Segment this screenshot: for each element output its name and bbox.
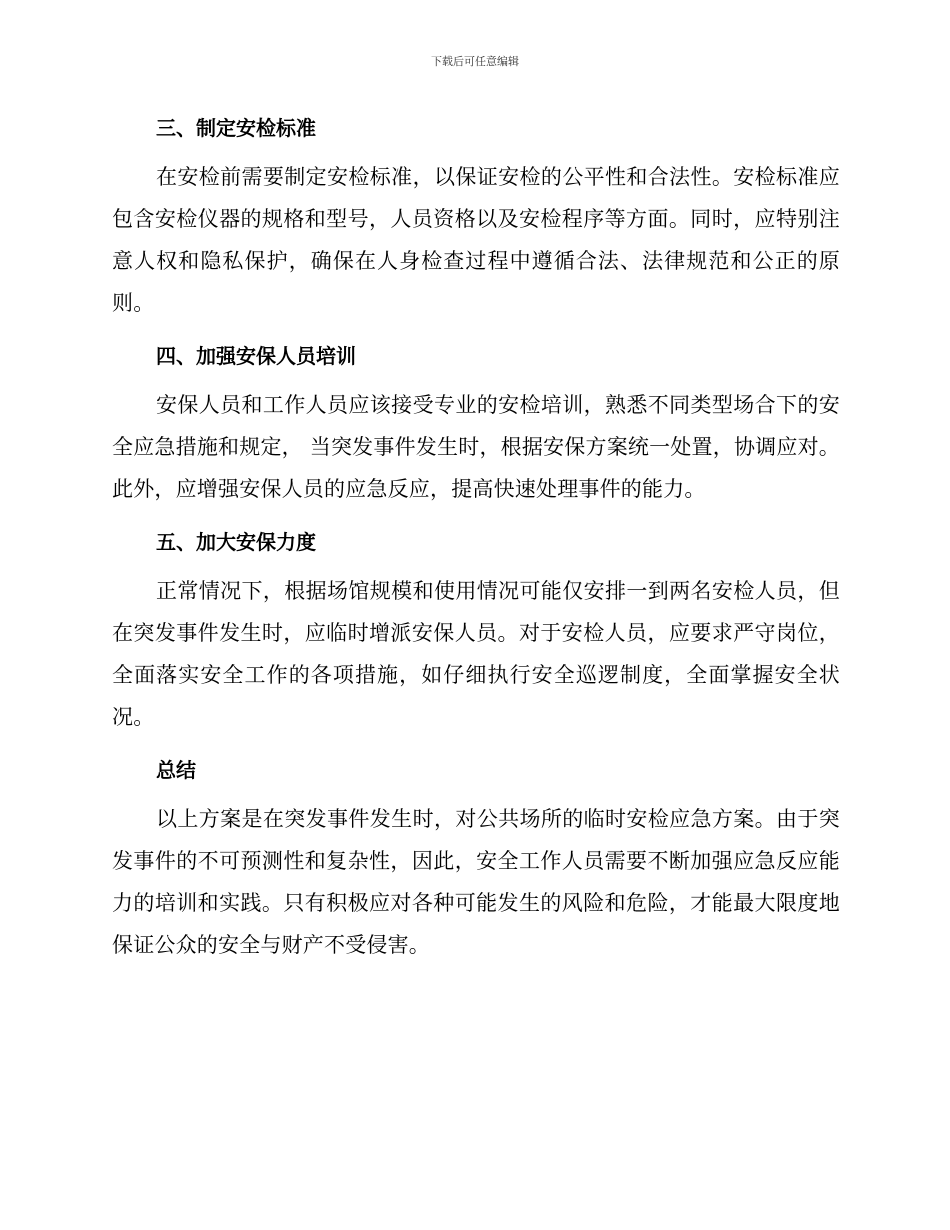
section-paragraph: 正常情况下，根据场馆规模和使用情况可能仅安排一到两名安检人员，但在突发事件发生时，应临时增派安保人员。对于安检人员，应要求严守岗位，全面落实安全工作的各项措施，如仔细执行安全巡逻制度，全面掌握安全状况。: [112, 579, 840, 729]
section-paragraph: 在安检前需要制定安检标准，以保证安检的公平性和合法性。安检标准应包含安检仪器的规格和型号，人员资格以及安检程序等方面。同时，应特别注意人权和隐私保护，确保在人身检查过程中遵循合法、法律规范和公正的原则。: [112, 165, 840, 315]
document-content: [112, 110, 840, 980]
section-summary: [112, 752, 840, 966]
section-security-strength: [112, 524, 840, 738]
section-heading: 四、加强安保人员培训: [156, 344, 356, 368]
section-standards: [112, 110, 840, 324]
section-heading: 五、加大安保力度: [156, 530, 316, 554]
header-note: 下载后可任意编辑: [431, 55, 519, 68]
section-training: [112, 338, 840, 510]
section-heading: 三、制定安检标准: [156, 116, 316, 140]
section-heading: 总结: [156, 758, 196, 782]
section-paragraph: 安保人员和工作人员应该接受专业的安检培训，熟悉不同类型场合下的安全应急措施和规定， 当突发事件发生时，根据安保方案统一处置，协调应对。此外，应增强安保人员的应急反应，提高快速处理事件的能力。: [112, 393, 840, 501]
section-paragraph: 以上方案是在突发事件发生时，对公共场所的临时安检应急方案。由于突发事件的不可预测性和复杂性，因此，安全工作人员需要不断加强应急反应能力的培训和实践。只有积极应对各种可能发生的风险和危险，才能最大限度地保证公众的安全与财产不受侵害。: [112, 807, 840, 957]
